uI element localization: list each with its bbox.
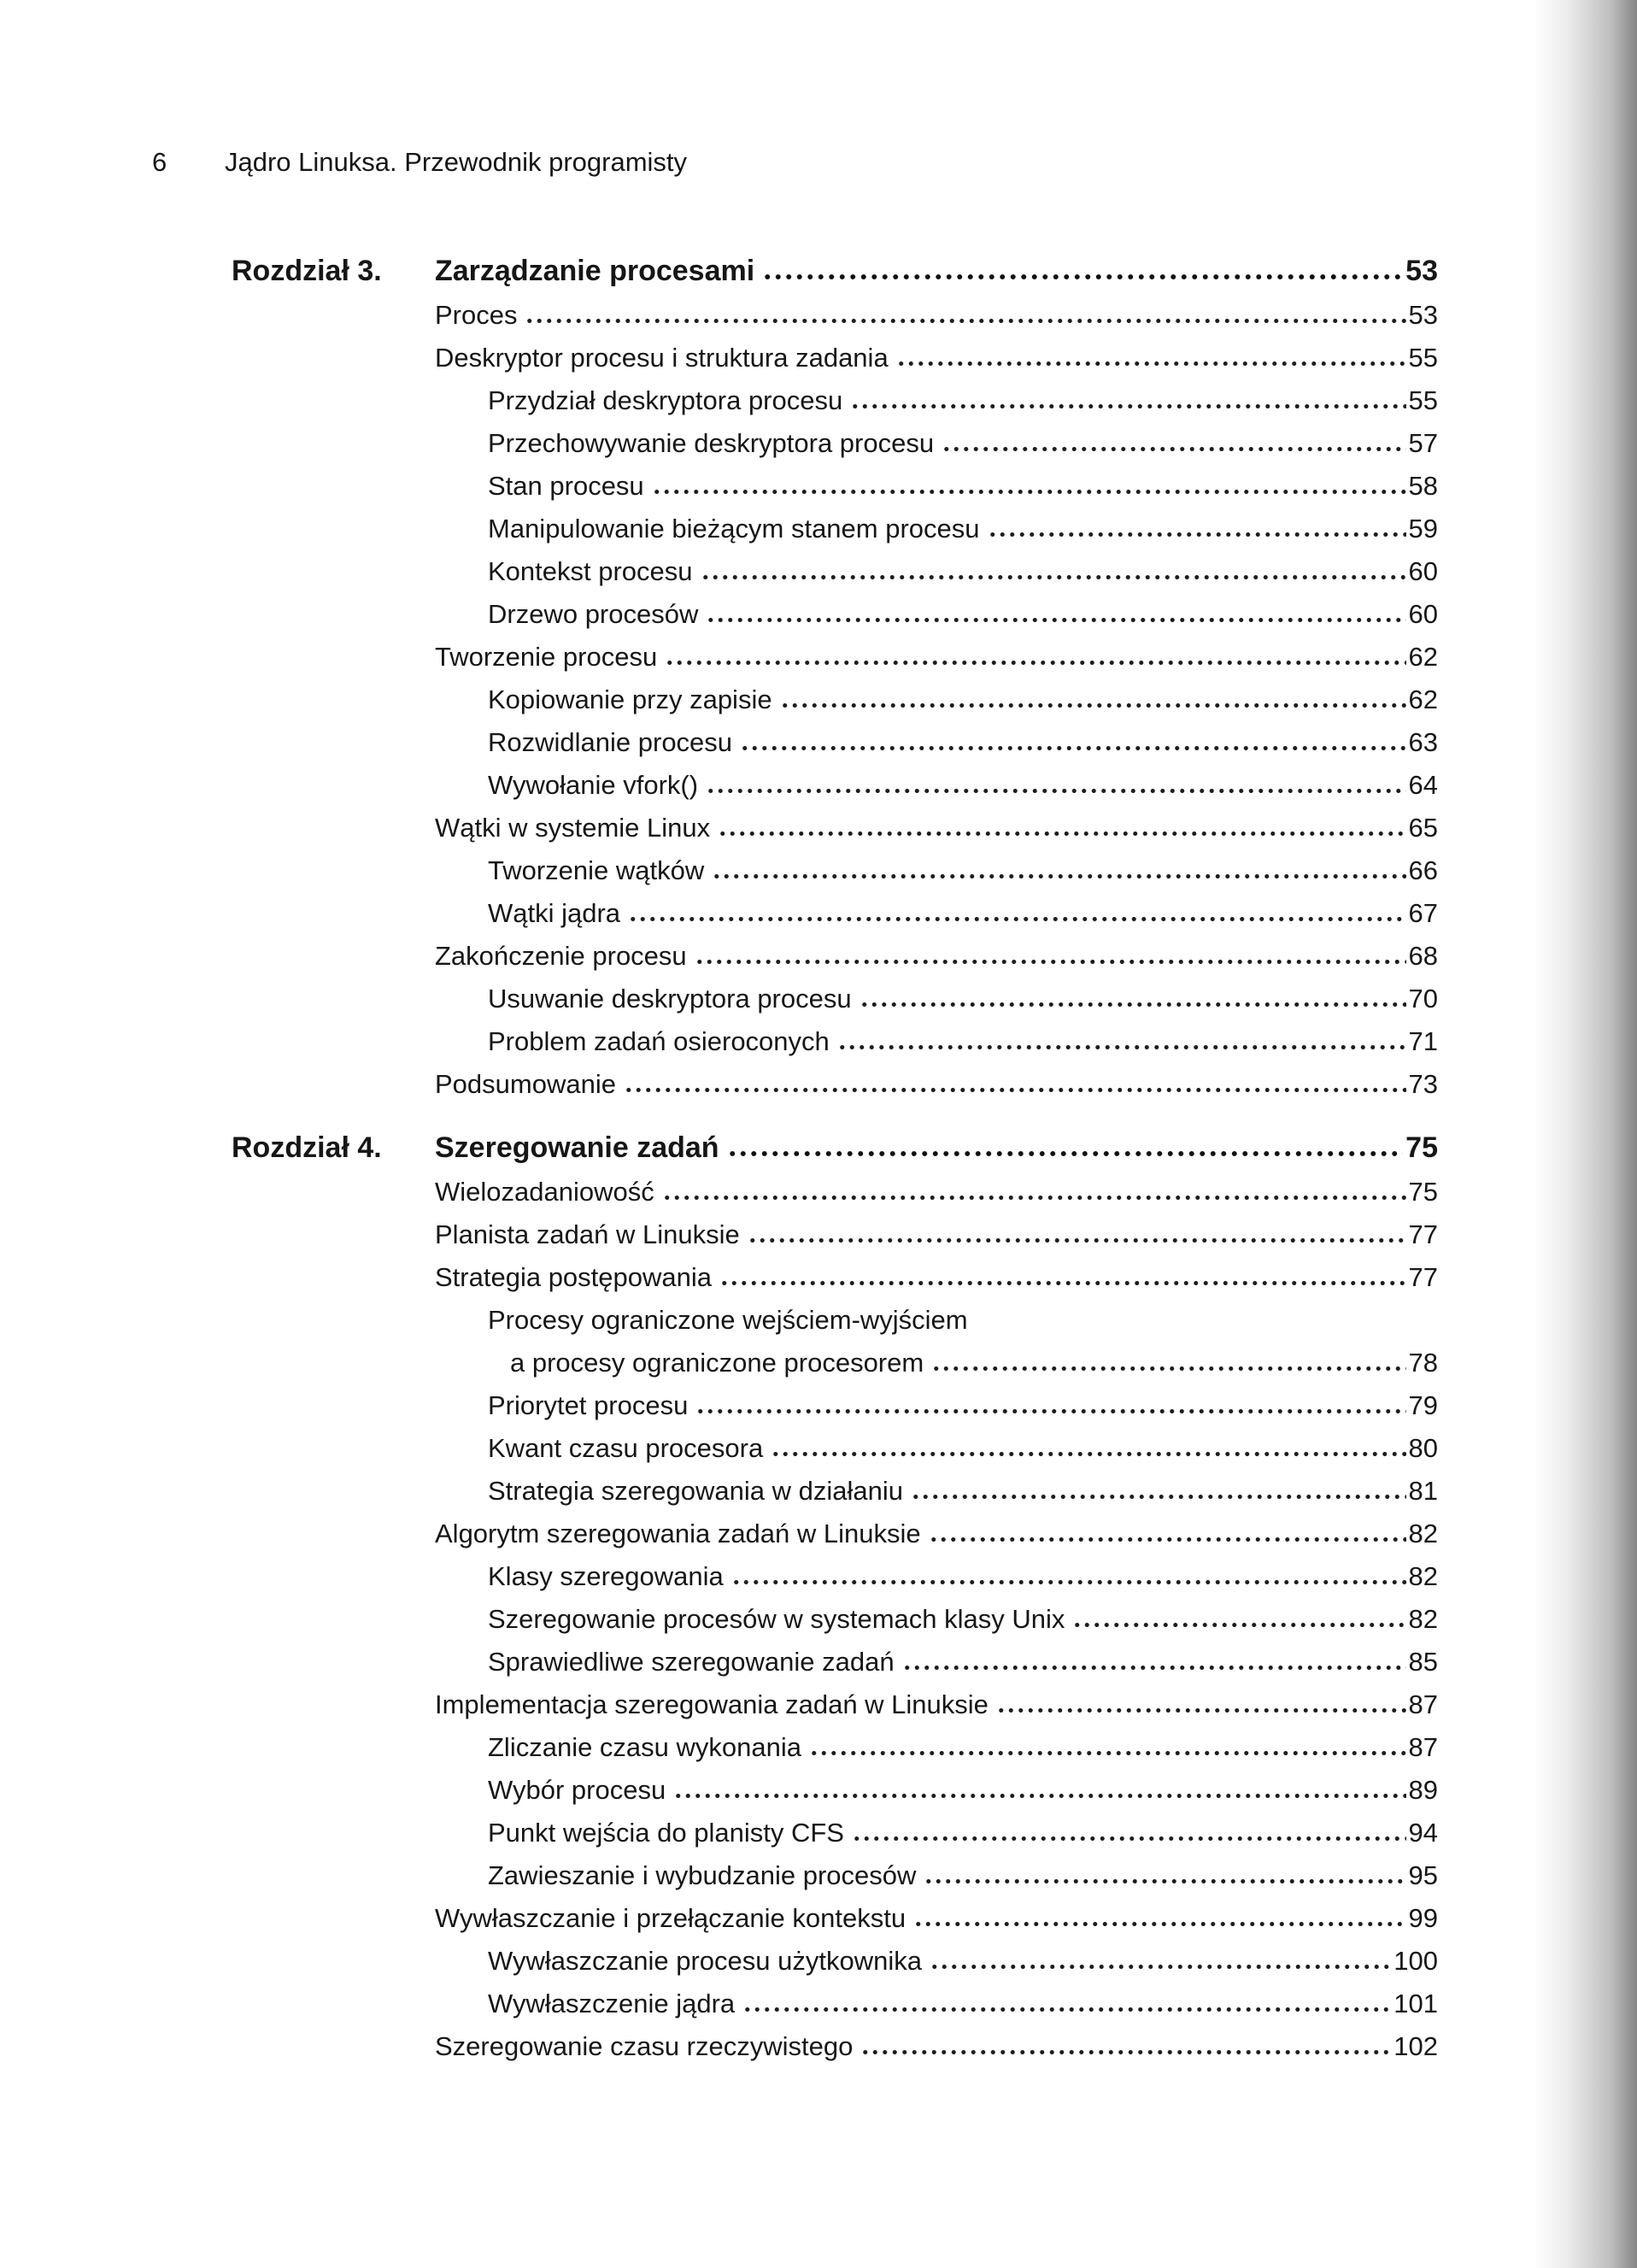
chapter-title: Szeregowanie zadań: [435, 1131, 719, 1164]
entry-page-number: 101: [1394, 1989, 1438, 2018]
running-title: Jądro Linuksa. Przewodnik programisty: [225, 147, 688, 177]
chapter-label: Rozdział 4.: [232, 1131, 382, 1164]
toc-entry: [435, 294, 1438, 337]
entry-page-number: 67: [1408, 898, 1438, 928]
toc-entry: [488, 465, 1438, 508]
chapter-label: Rozdział 3.: [232, 255, 382, 287]
entry-title: Sprawiedliwe szeregowanie zadań: [488, 1647, 895, 1677]
entry-title: Rozwidlanie procesu: [488, 727, 733, 757]
toc-entry: [435, 935, 1438, 978]
toc-chapter: [232, 248, 1438, 1106]
dot-leader: [929, 1517, 1406, 1542]
toc-entry: [435, 807, 1438, 849]
entry-title: Drzewo procesów: [488, 599, 699, 629]
entry-title: Kopiowanie przy zapisie: [488, 685, 772, 714]
chapter-heading-row: [232, 1125, 1438, 1171]
dot-leader: [988, 512, 1406, 538]
chapter-heading-body: [435, 1125, 1438, 1171]
toc-entry: [488, 593, 1438, 636]
entry-title: Przydział deskryptora procesu: [488, 385, 843, 415]
entry-page-number: 79: [1408, 1390, 1438, 1420]
entry-title: Podsumowanie: [435, 1069, 616, 1099]
entry-page-number: 100: [1394, 1946, 1438, 1976]
dot-leader: [930, 1944, 1391, 1970]
toc-entry: [488, 764, 1438, 807]
entry-page-number: 62: [1408, 685, 1438, 714]
dot-leader: [673, 1773, 1405, 1799]
entry-page-number: 65: [1408, 813, 1438, 843]
entry-page-number: 89: [1408, 1775, 1438, 1805]
entry-title: Kontekst procesu: [488, 556, 693, 586]
entry-title: Deskryptor procesu i struktura zadania: [435, 343, 889, 373]
entry-title: Tworzenie procesu: [435, 642, 658, 672]
toc-entry: [435, 1063, 1438, 1106]
entry-page-number: 78: [1408, 1348, 1438, 1378]
chapter-heading-row: [232, 248, 1438, 294]
dot-leader: [902, 1645, 1406, 1671]
entry-page-number: 53: [1408, 300, 1438, 330]
dot-leader: [771, 1431, 1405, 1457]
entry-title: Wywłaszczanie procesu użytkownika: [488, 1946, 922, 1976]
dot-leader: [701, 555, 1406, 580]
toc-entry: [488, 978, 1438, 1020]
dot-leader: [911, 1474, 1406, 1500]
toc-entry: [488, 1384, 1438, 1427]
toc-entry: [488, 1598, 1438, 1641]
entry-page-number: 82: [1408, 1604, 1438, 1634]
dot-leader: [718, 811, 1405, 837]
entry-title: Strategia postępowania: [435, 1262, 713, 1292]
entry-page-number: 60: [1408, 599, 1438, 629]
dot-leader: [942, 426, 1405, 452]
dot-leader: [850, 384, 1405, 409]
entry-page-number: 82: [1408, 1561, 1438, 1591]
entry-title: Manipulowanie bieżącym stanem procesu: [488, 514, 980, 543]
entry-title: a procesy ograniczone procesorem: [510, 1348, 924, 1378]
entry-title: Stan procesu: [488, 471, 644, 501]
entry-page-number: 77: [1408, 1219, 1438, 1249]
toc-entry: [435, 1897, 1438, 1940]
entry-title: Szeregowanie procesów w systemach klasy Unix: [488, 1604, 1065, 1634]
toc-entry: [435, 2025, 1438, 2068]
entry-page-number: 64: [1408, 770, 1438, 800]
entry-title: Wywłaszczenie jądra: [488, 1989, 736, 2018]
toc-entry: [488, 422, 1438, 465]
toc-entry: [488, 1427, 1438, 1470]
toc-entry: [488, 721, 1438, 764]
toc-entry: [435, 1513, 1438, 1555]
toc-entry: [488, 1940, 1438, 1983]
entry-page-number: 63: [1408, 727, 1438, 757]
entry-page-number: 68: [1408, 941, 1438, 971]
entry-title: Zakończenie procesu: [435, 941, 687, 971]
toc-entry: [435, 636, 1438, 679]
toc-entry: [488, 1555, 1438, 1598]
entry-page-number: 81: [1408, 1476, 1438, 1506]
chapter-heading-body: [435, 248, 1438, 294]
entry-title: Procesy ograniczone wejściem-wyjściem: [488, 1305, 968, 1335]
dot-leader: [913, 1901, 1405, 1927]
dot-leader: [860, 982, 1406, 1008]
toc-entry: [488, 849, 1438, 892]
dot-leader: [695, 939, 1406, 965]
dot-leader: [996, 1688, 1406, 1713]
entry-title: Klasy szeregowania: [488, 1561, 724, 1591]
entry-title: Strategia szeregowania w działaniu: [488, 1476, 903, 1506]
table-of-contents: [232, 248, 1438, 2068]
dot-leader: [860, 2030, 1391, 2055]
toc-entry: [435, 1171, 1438, 1213]
dot-leader: [706, 768, 1405, 794]
dot-leader: [719, 1260, 1406, 1286]
entry-title: Priorytet procesu: [488, 1390, 689, 1420]
dot-leader: [706, 597, 1405, 623]
toc-entry: [435, 1683, 1438, 1726]
entry-page-number: 66: [1408, 855, 1438, 885]
toc-entry: [510, 1342, 1438, 1384]
entry-title: Proces: [435, 300, 518, 330]
entry-title: Planista zadań w Linuksie: [435, 1219, 740, 1249]
dot-leader: [525, 298, 1405, 324]
toc-entry: [488, 1854, 1438, 1897]
entry-title: Zawieszanie i wybudzanie procesów: [488, 1860, 917, 1890]
chapter-title: Zarządzanie procesami: [435, 255, 755, 287]
dot-leader: [852, 1816, 1406, 1842]
page-header: [152, 145, 687, 179]
dot-leader: [665, 640, 1405, 666]
toc-entry: [488, 1641, 1438, 1683]
entry-title: Punkt wejścia do planisty CFS: [488, 1818, 844, 1848]
chapter-page-number: 53: [1405, 255, 1438, 287]
entry-page-number: 87: [1408, 1732, 1438, 1762]
scan-edge-shadow: [1534, 0, 1637, 2268]
entry-title: Algorytm szeregowania zadań w Linuksie: [435, 1519, 921, 1548]
dot-leader: [924, 1859, 1405, 1884]
entry-page-number: 62: [1408, 642, 1438, 672]
toc-entry: [488, 892, 1438, 935]
entry-page-number: 99: [1408, 1903, 1438, 1933]
entry-page-number: 102: [1394, 2031, 1438, 2061]
chapter-page-number: 75: [1405, 1131, 1438, 1164]
entry-title: Wywłaszczanie i przełączanie kontekstu: [435, 1903, 907, 1933]
dot-leader: [762, 255, 1403, 280]
entry-title: Wywołanie vfork(): [488, 770, 699, 800]
entry-title: Usuwanie deskryptora procesu: [488, 984, 852, 1014]
entry-page-number: 82: [1408, 1519, 1438, 1548]
toc-entry: [488, 1983, 1438, 2025]
entry-page-number: 55: [1408, 343, 1438, 373]
entry-title: Wielozadaniowość: [435, 1177, 654, 1207]
entry-page-number: 60: [1408, 556, 1438, 586]
toc-entry: [488, 679, 1438, 721]
entry-page-number: 59: [1408, 514, 1438, 543]
entry-page-number: 71: [1408, 1026, 1438, 1056]
toc-entry: [488, 1726, 1438, 1769]
dot-leader: [837, 1025, 1406, 1050]
toc-entry: [488, 1769, 1438, 1812]
entry-page-number: 70: [1408, 984, 1438, 1014]
dot-leader: [748, 1218, 1406, 1243]
dot-leader: [695, 1389, 1405, 1414]
entry-page-number: 58: [1408, 471, 1438, 501]
dot-leader: [628, 896, 1405, 922]
entry-page-number: 85: [1408, 1647, 1438, 1677]
dot-leader: [727, 1131, 1404, 1157]
toc-entry: [435, 337, 1438, 379]
entry-title: Przechowywanie deskryptora procesu: [488, 428, 935, 458]
entry-title: Problem zadań osieroconych: [488, 1026, 830, 1056]
entry-title: Zliczanie czasu wykonania: [488, 1732, 802, 1762]
entry-title: Implementacja szeregowania zadań w Linuksie: [435, 1689, 989, 1719]
dot-leader: [780, 683, 1406, 708]
entry-page-number: 87: [1408, 1689, 1438, 1719]
entry-title: Szeregowanie czasu rzeczywistego: [435, 2031, 854, 2061]
toc-entry: [435, 1256, 1438, 1299]
entry-page-number: 80: [1408, 1433, 1438, 1463]
dot-leader: [931, 1346, 1405, 1372]
entry-page-number: 73: [1408, 1069, 1438, 1099]
dot-leader: [1072, 1602, 1405, 1628]
toc-entry: [488, 1812, 1438, 1854]
dot-leader: [712, 854, 1405, 879]
dot-leader: [742, 1987, 1391, 2012]
dot-leader: [896, 341, 1406, 367]
entry-page-number: 77: [1408, 1262, 1438, 1292]
toc-entry: [488, 1470, 1438, 1513]
dot-leader: [740, 726, 1405, 751]
toc-entry: [488, 550, 1438, 593]
toc-entry: [488, 508, 1438, 550]
toc-entry: [488, 1020, 1438, 1063]
entry-title: Wątki jądra: [488, 898, 621, 928]
dot-leader: [652, 469, 1406, 495]
dot-leader: [809, 1730, 1406, 1756]
toc-chapter: [232, 1125, 1438, 2068]
toc-entry: [488, 379, 1438, 422]
entry-title: Tworzenie wątków: [488, 855, 705, 885]
folio-page-number: 6: [152, 147, 167, 177]
entry-page-number: 57: [1408, 428, 1438, 458]
dot-leader: [662, 1175, 1406, 1201]
dot-leader: [731, 1560, 1406, 1585]
entry-page-number: 75: [1408, 1177, 1438, 1207]
entry-title: Wątki w systemie Linux: [435, 813, 711, 843]
entry-title: Wybór procesu: [488, 1775, 666, 1805]
entry-page-number: 94: [1408, 1818, 1438, 1848]
toc-entry: [435, 1213, 1438, 1256]
entry-page-number: 95: [1408, 1860, 1438, 1890]
entry-title: Kwant czasu procesora: [488, 1433, 764, 1463]
entry-page-number: 55: [1408, 385, 1438, 415]
dot-leader: [624, 1067, 1406, 1093]
toc-entry-first-line: [488, 1299, 1438, 1342]
